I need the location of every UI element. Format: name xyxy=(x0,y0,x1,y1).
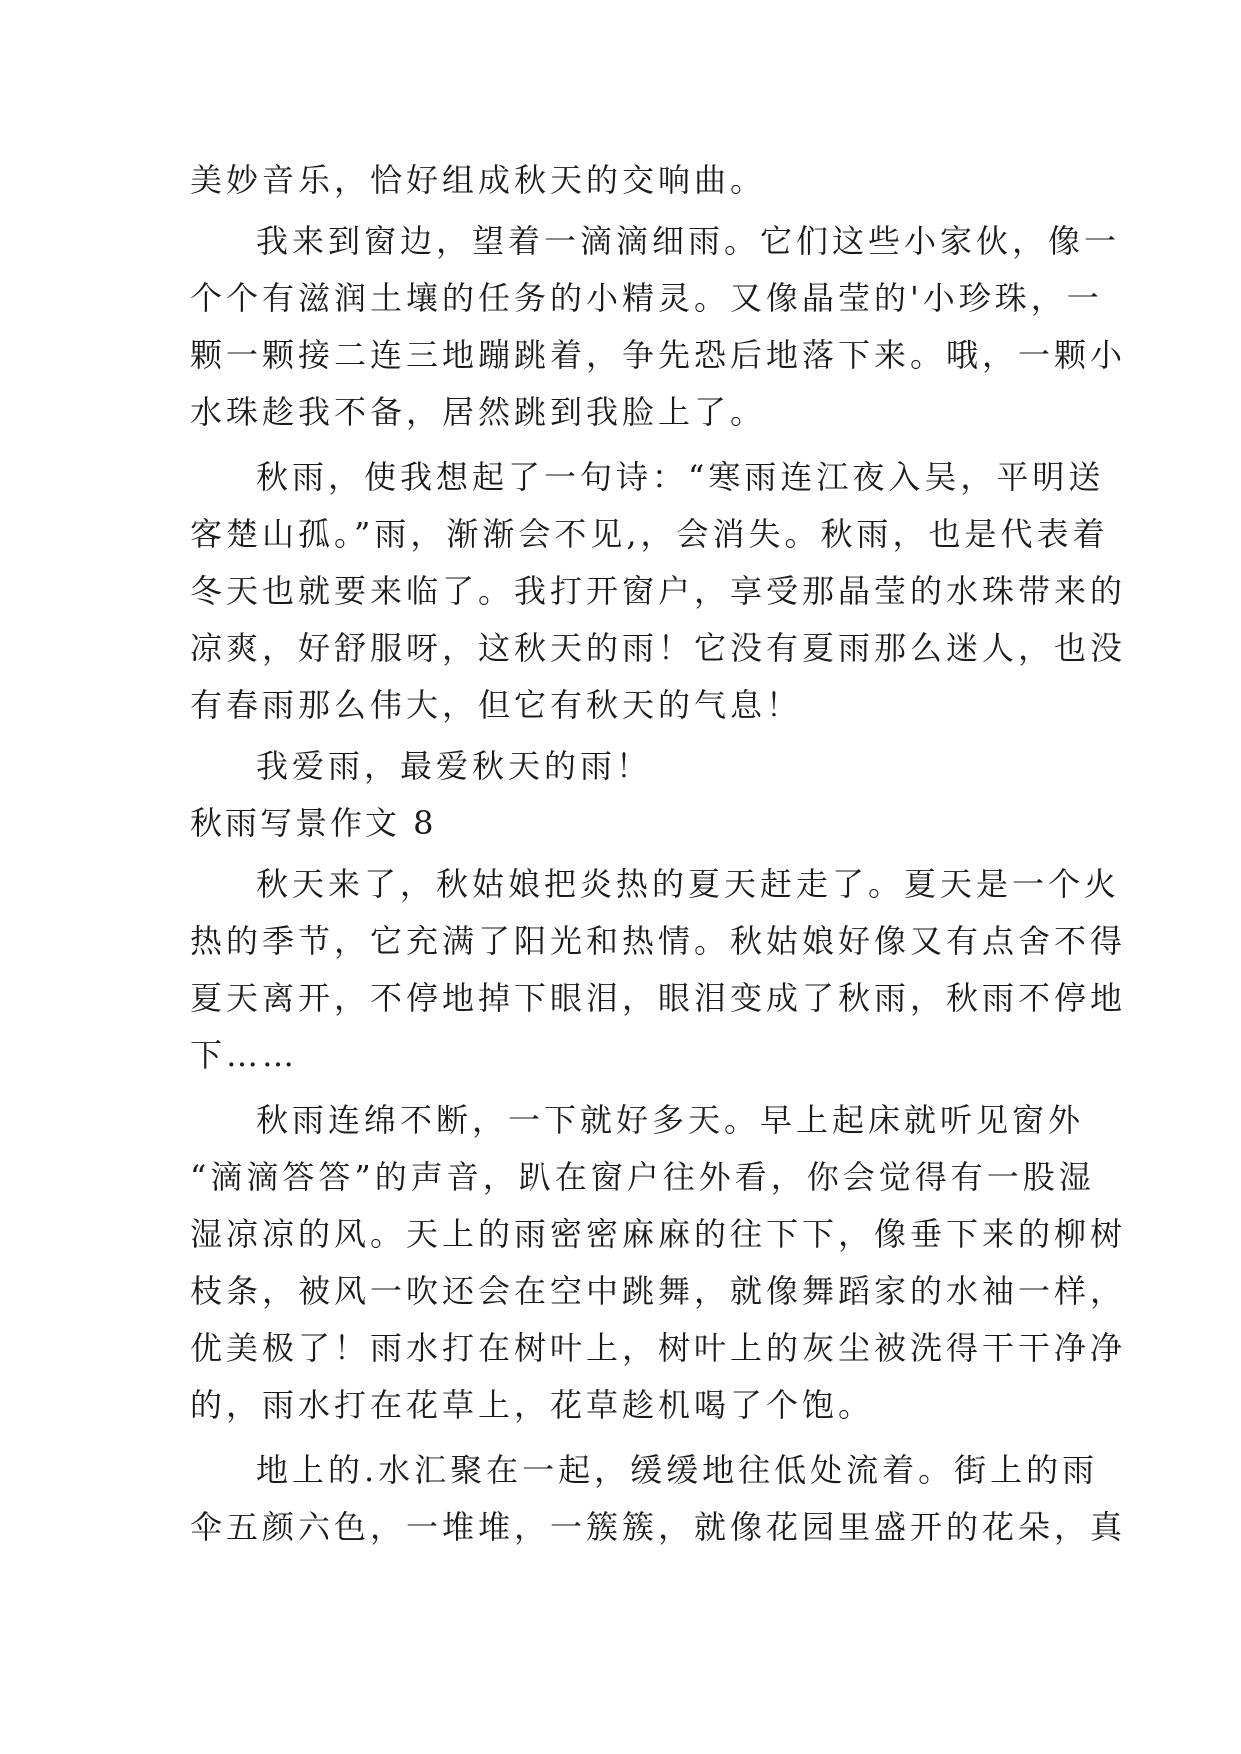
text-line: 夏天离开，不停地掉下眼泪，眼泪变成了秋雨，秋雨不停地 xyxy=(190,979,1127,1017)
paragraph-first-line: 我爱雨，最爱秋天的雨！ xyxy=(256,747,653,785)
text-line: 热的季节，它充满了阳光和热情。秋姑娘好像又有点舍不得 xyxy=(190,922,1127,960)
paragraph-first-line: 地上的.水汇聚在一起，缓缓地往低处流着。街上的雨 xyxy=(256,1451,1099,1489)
text-line: 颗一颗接二连三地蹦跳着，争先恐后地落下来。哦，一颗小 xyxy=(190,336,1127,374)
text-line: 伞五颜六色，一堆堆，一簇簇，就像花园里盛开的花朵，真 xyxy=(190,1508,1127,1546)
document-body xyxy=(190,152,1127,1556)
text-line: 有春雨那么伟大，但它有秋天的气息！ xyxy=(190,686,803,724)
text-line: 美妙音乐，恰好组成秋天的交响曲。 xyxy=(190,161,767,199)
text-line: 湿凉凉的风。天上的雨密密麻麻的往下下，像垂下来的柳树 xyxy=(190,1215,1127,1253)
text-line: “滴滴答答”的声音，趴在窗户往外看，你会觉得有一股湿 xyxy=(190,1158,1095,1196)
paragraph-first-line: 我来到窗边，望着一滴滴细雨。它们这些小家伙，像一 xyxy=(256,222,1121,260)
text-line: 个个有滋润土壤的任务的小精灵。又像晶莹的'小珍珠，一 xyxy=(190,279,1103,317)
text-line: 优美极了！雨水打在树叶上，树叶上的灰尘被洗得干干净净 xyxy=(190,1329,1127,1367)
paragraph-first-line: 秋雨连绵不断，一下就好多天。早上起床就听见窗外 xyxy=(256,1101,1085,1139)
paragraph-first-line: 秋雨，使我想起了一句诗：“寒雨连江夜入吴，平明送 xyxy=(256,458,1105,496)
text-line: 的，雨水打在花草上，花草趁机喝了个饱。 xyxy=(190,1386,875,1424)
section-heading: 秋雨写景作文 8 xyxy=(190,804,437,842)
text-line: 下…… xyxy=(190,1036,299,1074)
text-line: 水珠趁我不备，居然跳到我脸上了。 xyxy=(190,393,767,431)
text-line: 客楚山孤。”雨，渐渐会不见,，会消失。秋雨，也是代表着 xyxy=(190,515,1109,553)
text-line: 凉爽，好舒服呀，这秋天的雨！它没有夏雨那么迷人，也没 xyxy=(190,629,1127,667)
paragraph-first-line: 秋天来了，秋姑娘把炎热的夏天赶走了。夏天是一个火 xyxy=(256,865,1121,903)
text-line: 冬天也就要来临了。我打开窗户，享受那晶莹的水珠带来的 xyxy=(190,572,1127,610)
text-line: 枝条，被风一吹还会在空中跳舞，就像舞蹈家的水袖一样， xyxy=(190,1272,1127,1310)
